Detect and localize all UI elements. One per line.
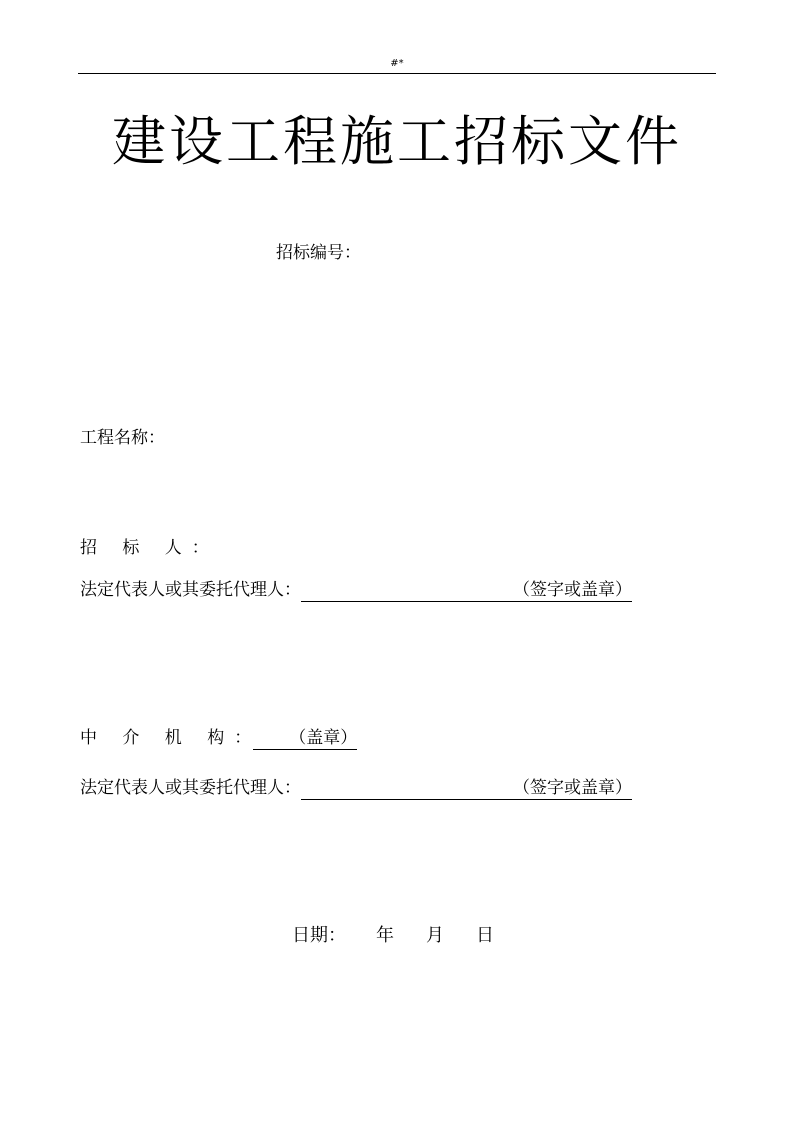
agency-row bbox=[80, 727, 357, 750]
tenderer-representative-signature-line bbox=[301, 583, 513, 602]
header-mark: #* bbox=[390, 58, 404, 69]
tenderer-representative-row bbox=[80, 579, 632, 602]
date-month: 月 bbox=[426, 925, 444, 946]
tender-number-label: 招标编号： bbox=[276, 243, 361, 263]
date-label: 日期： bbox=[292, 925, 346, 946]
date-year: 年 bbox=[376, 925, 394, 946]
date-day: 日 bbox=[476, 925, 494, 946]
project-name-label: 工程名称： bbox=[80, 428, 165, 448]
header-rule bbox=[78, 73, 716, 74]
agency-representative-row bbox=[80, 777, 632, 800]
document-title: 建设工程施工招标文件 bbox=[112, 110, 682, 173]
agency-representative-signature-line bbox=[301, 781, 513, 800]
agency-representative-label: 法定代表人或其委托代理人： bbox=[80, 778, 301, 798]
agency-label: 中 介 机 构： bbox=[80, 728, 262, 748]
tenderer-label: 招 标 人： bbox=[80, 538, 219, 558]
date-row bbox=[292, 925, 494, 947]
agency-representative-note: （签字或盖章） bbox=[513, 778, 632, 798]
agency-note: （盖章） bbox=[289, 728, 358, 748]
tenderer-representative-note: （签字或盖章） bbox=[513, 580, 632, 600]
agency-stamp-line bbox=[253, 731, 289, 750]
tenderer-representative-label: 法定代表人或其委托代理人： bbox=[80, 580, 301, 600]
